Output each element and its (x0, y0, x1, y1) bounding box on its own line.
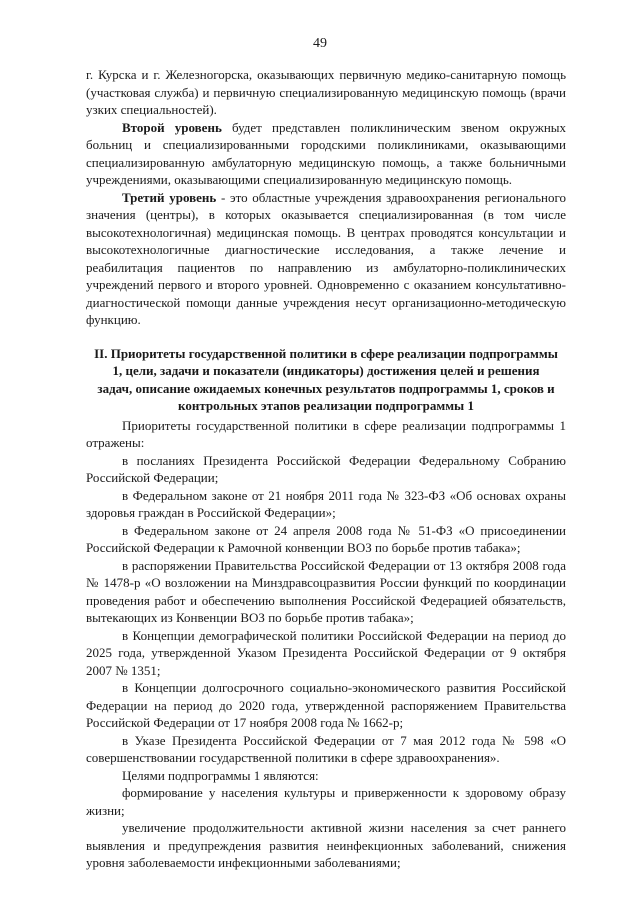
paragraph-text: будет представлен поликлиническим звеном окружных больниц и специализированными городскими поликлиниками, оказывающими специализированную амбулаторную медицинскую помощь, а также больничными учреждениями, оказывающими специализированную медицинскую помощь. (86, 119, 567, 187)
paragraph-text: - это областные учреждения здравоохранения регионального значения (центры), в которых оказывается специализированная (в том числе высокотехнологичная) медицинская помощь. В центрах проводятся консультации и высокотехнологичные диагностические исследования, а также лечение и реабилитация пациентов по направлению из амбулаторно-поликлинических учреждений первого и второго уровней. Одновременно с оказанием консультативно-диагностической помощи данные учреждения несут организационно-методическую функцию. (86, 189, 566, 327)
paragraph (86, 189, 566, 329)
paragraph: в Указе Президента Российской Федерации от 7 мая 2012 года № 598 «О совершенствовании государственной политики в сфере здравоохранения». (86, 732, 566, 765)
paragraph (86, 119, 566, 189)
paragraph: в Концепции демографической политики Российской Федерации на период до 2025 года, утвержденной Указом Президента Российской Федерации от 9 октября 2007 № 1351; (86, 627, 566, 678)
paragraph: Целями подпрограммы 1 являются: (122, 767, 319, 783)
paragraph-lead: Третий уровень (122, 189, 217, 205)
paragraph: в Федеральном законе от 21 ноября 2011 года № 323-ФЗ «Об основах охраны здоровья граждан в Российской Федерации»; (86, 487, 566, 520)
paragraph: в распоряжении Правительства Российской Федерации от 13 октября 2008 года № 1478-р «О возложении на Минздравсоцразвития России функций по координации проведения работ и обеспечению выполнения Российской Федерацией обязательств, вытекающих из Конвенции ВОЗ по борьбе против табака»; (86, 557, 566, 625)
paragraph: Приоритеты государственной политики в сфере реализации подпрограммы 1 отражены: (86, 417, 566, 450)
paragraph-lead: Второй уровень (122, 119, 222, 135)
paragraph: в Федеральном законе от 24 апреля 2008 года № 51-ФЗ «О присоединении Российской Федерации к Рамочной конвенции ВОЗ по борьбе против табака»; (86, 522, 566, 555)
paragraph (86, 66, 566, 119)
page-number: 49 (313, 36, 327, 51)
section-heading: II. Приоритеты государственной политики в сфере реализации подпрограммы 1, цели, задачи и показатели (индикаторы) достижения целей и решения задач, описание ожидаемых конечных результатов подпрограммы 1, сроков и контрольных этапов реализации подпрограммы 1 (94, 345, 558, 413)
paragraph: формирование у населения культуры и приверженности к здоровому образу жизни; (86, 785, 566, 818)
paragraph-text: г. Курска и г. Железногорска, оказывающих первичную медико-санитарную помощь (участковая служба) и первичную специализированную медицинскую помощь (врачи узких специальностей). (86, 67, 566, 117)
paragraph: в Концепции долгосрочного социально-экономического развития Российской Федерации на период до 2020 года, утвержденной распоряжением Правительства Российской Федерации от 17 ноября 2008 года № 1662-р; (86, 680, 566, 730)
paragraph: в посланиях Президента Российской Федерации Федеральному Собранию Российской Федерации; (86, 452, 566, 485)
paragraph: увеличение продолжительности активной жизни населения за счет раннего выявления и предупреждения развития неинфекционных заболеваний, снижения уровня заболеваемости инфекционными заболеваниями; (86, 820, 566, 870)
page-content (86, 66, 566, 872)
